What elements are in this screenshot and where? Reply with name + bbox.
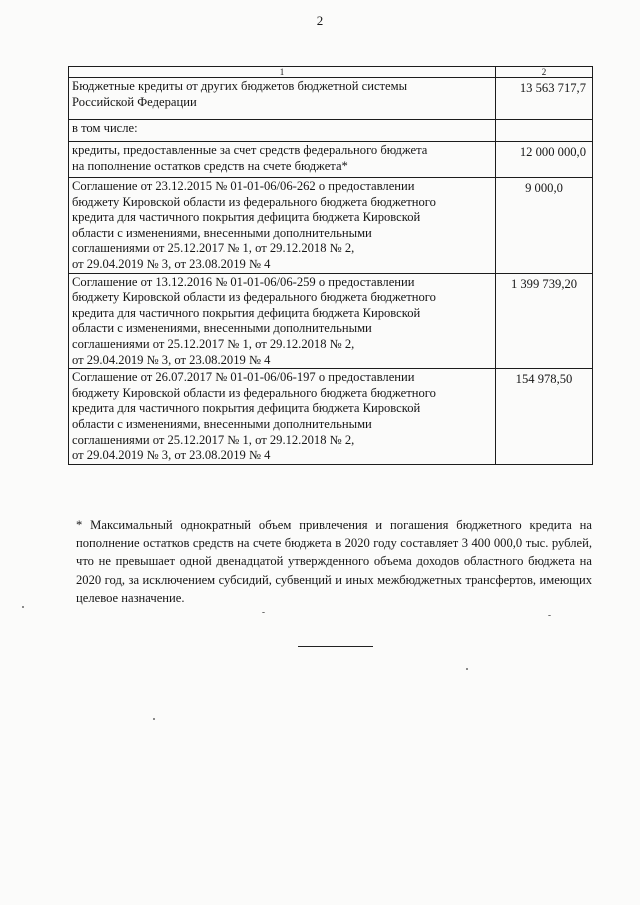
row-description: Соглашение от 23.12.2015 № 01-01-06/06-262 о предоставлении бюджету Кировской области из федерального бюджета бюджетного кредита для частичного покрытия дефицита бюджета Кировской области с изменениями, внесенными дополнительными соглашениями от 25.12.2017 № 1, от 29.12.2018 № 2, от 29.04.2019 № 3, от 23.08.2019 № 4 bbox=[69, 178, 496, 274]
closing-rule bbox=[298, 646, 373, 647]
row-amount: 13 563 717,7 bbox=[496, 78, 593, 120]
column-number-1: 1 bbox=[69, 67, 496, 78]
table-row-federal-credits bbox=[69, 142, 593, 178]
row-description: Бюджетные кредиты от других бюджетов бюджетной системы Российской Федерации bbox=[69, 78, 496, 120]
row-description: кредиты, предоставленные за счет средств федерального бюджета на пополнение остатков средств на счете бюджета* bbox=[69, 142, 496, 178]
table-row-budget-credits-total bbox=[69, 78, 593, 120]
footnote-text: * Максимальный однократный объем привлечения и погашения бюджетного кредита на пополнение остатков средств на счете бюджета в 2020 году составляет 3 400 000,0 тыс. рублей, что не превышает одной двенадцатой утвержденного объема доходов областного бюджета на 2020 год, за исключением субсидий, субвенций и иных межбюджетных трансфертов, имеющих целевое назначение. bbox=[76, 518, 592, 605]
row-description: в том числе: bbox=[69, 120, 496, 142]
scan-speck bbox=[153, 718, 155, 720]
table-row-including bbox=[69, 120, 593, 142]
scan-speck bbox=[22, 606, 24, 608]
scan-speck bbox=[466, 668, 468, 670]
column-number-2: 2 bbox=[496, 67, 593, 78]
row-amount: 12 000 000,0 bbox=[496, 142, 593, 178]
row-description: Соглашение от 13.12.2016 № 01-01-06/06-259 о предоставлении бюджету Кировской области из федерального бюджета бюджетного кредита для частичного покрытия дефицита бюджета Кировской области с изменениями, внесенными дополнительными соглашениями от 25.12.2017 № 1, от 29.12.2018 № 2, от 29.04.2019 № 3, от 23.08.2019 № 4 bbox=[69, 273, 496, 369]
footnote bbox=[76, 516, 592, 607]
row-amount: 154 978,50 bbox=[496, 369, 593, 465]
budget-credits-table bbox=[68, 66, 593, 465]
scan-speck bbox=[262, 612, 265, 613]
page-number: 2 bbox=[316, 13, 324, 28]
table-row-agreement-2017 bbox=[69, 369, 593, 465]
column-number-row bbox=[69, 67, 593, 78]
table-row-agreement-2016 bbox=[69, 273, 593, 369]
scan-speck bbox=[548, 615, 551, 616]
row-amount: 9 000,0 bbox=[496, 178, 593, 274]
row-description: Соглашение от 26.07.2017 № 01-01-06/06-197 о предоставлении бюджету Кировской области из федерального бюджета бюджетного кредита для частичного покрытия дефицита бюджета Кировской области с изменениями, внесенными дополнительными соглашениями от 25.12.2017 № 1, от 29.12.2018 № 2, от 29.04.2019 № 3, от 23.08.2019 № 4 bbox=[69, 369, 496, 465]
table-row-agreement-2015 bbox=[69, 178, 593, 274]
row-amount bbox=[496, 120, 593, 142]
row-amount: 1 399 739,20 bbox=[496, 273, 593, 369]
